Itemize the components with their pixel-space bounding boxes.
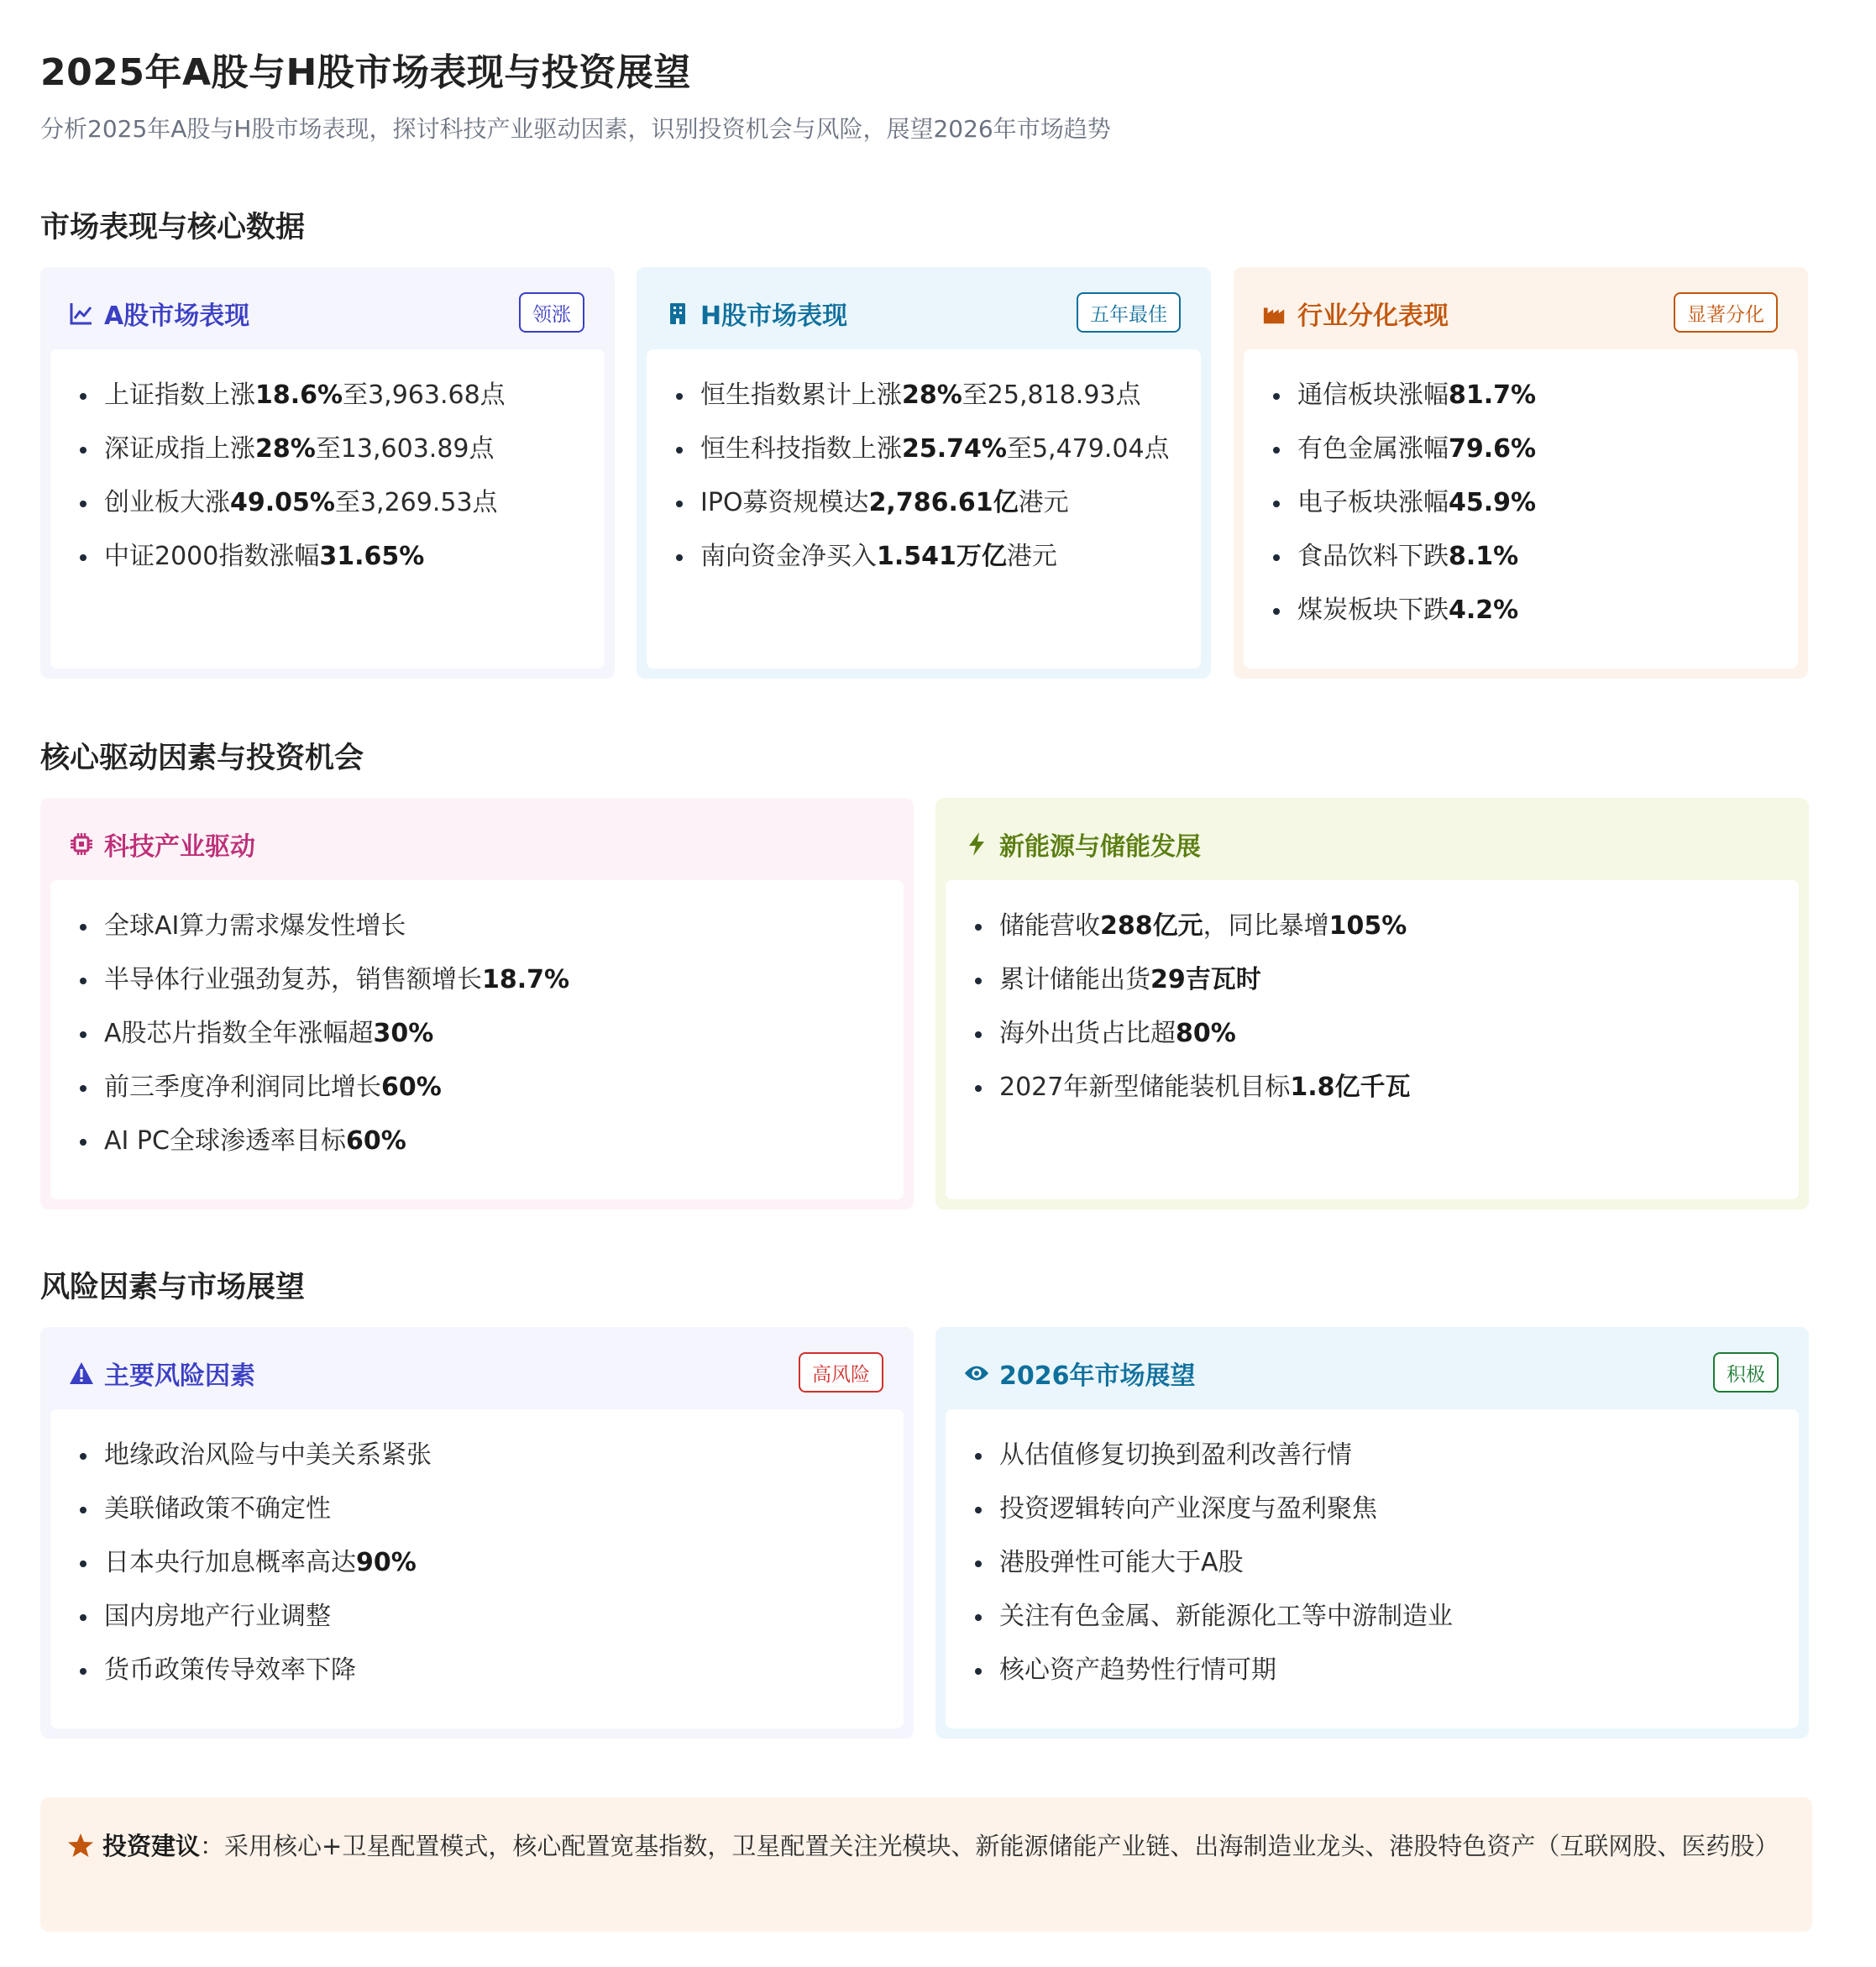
investment-advice xyxy=(40,1797,1812,1932)
item-list xyxy=(74,904,880,1172)
list-item xyxy=(74,534,581,588)
item-text: 有色金属涨幅 xyxy=(1297,434,1449,464)
highlight-value: 288亿元 xyxy=(1100,911,1203,941)
item-text: 港元 xyxy=(1006,542,1057,571)
card-body xyxy=(50,1409,904,1728)
section-title-drivers: 核心驱动因素与投资机会 xyxy=(40,742,364,775)
item-list xyxy=(670,373,1177,588)
list-item xyxy=(670,480,1177,534)
card-risks xyxy=(40,1327,914,1739)
highlight-value: 105% xyxy=(1328,911,1407,941)
item-text: IPO募资规模达 xyxy=(700,488,869,517)
item-text: ，同比暴增 xyxy=(1203,911,1329,941)
highlight-value: 29吉瓦时 xyxy=(1150,965,1261,994)
building-icon xyxy=(665,301,690,326)
line-chart-icon xyxy=(69,301,94,326)
highlight-value: 28% xyxy=(255,434,316,464)
section-title-market: 市场表现与核心数据 xyxy=(40,211,306,244)
list-item xyxy=(1267,373,1774,427)
item-text: 食品饮料下跌 xyxy=(1297,542,1449,571)
star-icon xyxy=(67,1833,94,1861)
card-title: 主要风险因素 xyxy=(104,1361,255,1391)
card-h-share xyxy=(637,267,1211,679)
industry-icon xyxy=(1262,301,1287,326)
card-industry xyxy=(1234,267,1808,679)
card-body xyxy=(50,349,605,669)
item-text: 恒生科技指数上涨 xyxy=(700,434,902,464)
advice-body: 采用核心+卫星配置模式，核心配置宽基指数，卫星配置关注光模块、新能源储能产业链、出海制造业龙头、港股特色资产（互联网股、医药股） xyxy=(224,1832,1779,1860)
card-header xyxy=(647,277,1201,349)
card-title: H股市场表现 xyxy=(700,302,848,331)
card-title: 科技产业驱动 xyxy=(104,832,255,862)
item-text: 创业板大涨 xyxy=(104,488,230,517)
item-text: 海外出货占比超 xyxy=(999,1019,1176,1048)
list-item xyxy=(670,373,1177,427)
list-item xyxy=(74,480,581,534)
card-body xyxy=(1244,349,1798,669)
item-text: 美联储政策不确定性 xyxy=(104,1494,331,1524)
highlight-value: 2,786.61亿 xyxy=(868,488,1019,517)
highlight-value: 80% xyxy=(1176,1019,1236,1048)
item-list xyxy=(969,1433,1775,1702)
highlight-value: 79.6% xyxy=(1449,434,1537,464)
item-list xyxy=(1267,373,1774,642)
list-item xyxy=(969,1540,1775,1594)
list-item xyxy=(74,1433,880,1487)
item-text: 2027年新型储能装机目标 xyxy=(999,1073,1291,1102)
item-text: 至5,479.04点 xyxy=(1006,434,1170,464)
section-title-risks: 风险因素与市场展望 xyxy=(40,1271,306,1304)
item-text: 中证2000指数涨幅 xyxy=(104,542,320,571)
item-text: AI PC全球渗透率目标 xyxy=(104,1126,346,1156)
item-text: 港股弹性可能大于A股 xyxy=(999,1548,1244,1577)
card-header xyxy=(50,808,904,880)
card-header xyxy=(50,277,605,349)
card-header xyxy=(946,1337,1799,1409)
highlight-value: 60% xyxy=(345,1126,406,1156)
card-tech xyxy=(40,798,914,1209)
item-text: 累计储能出货 xyxy=(999,965,1150,994)
status-badge: 领涨 xyxy=(519,292,584,333)
list-item xyxy=(969,1594,1775,1648)
page-subtitle: 分析2025年A股与H股市场表现，探讨科技产业驱动因素，识别投资机会与风险，展望2026年市场趋势 xyxy=(40,115,1111,143)
item-text: 至13,603.89点 xyxy=(315,434,495,464)
item-text: 地缘政治风险与中美关系紧张 xyxy=(104,1440,432,1470)
item-text: A股芯片指数全年涨幅超 xyxy=(104,1019,374,1048)
item-text: 上证指数上涨 xyxy=(104,380,255,410)
card-title: 新能源与储能发展 xyxy=(999,832,1201,862)
item-text: 日本央行加息概率高达 xyxy=(104,1548,356,1577)
list-item xyxy=(74,1011,880,1065)
item-text: 至25,818.93点 xyxy=(962,380,1141,410)
list-item xyxy=(74,373,581,427)
highlight-value: 49.05% xyxy=(230,488,335,517)
warning-icon xyxy=(69,1361,94,1386)
list-item xyxy=(969,1065,1775,1119)
highlight-value: 31.65% xyxy=(319,542,425,571)
list-item xyxy=(74,1540,880,1594)
card-energy xyxy=(935,798,1809,1209)
highlight-value: 1.8亿千瓦 xyxy=(1290,1073,1411,1102)
list-item xyxy=(74,1487,880,1540)
advice-text xyxy=(102,1828,1787,1865)
list-item xyxy=(74,1119,880,1172)
item-text: 煤炭板块下跌 xyxy=(1297,595,1449,625)
card-header xyxy=(1244,277,1798,349)
list-item xyxy=(1267,534,1774,588)
list-item xyxy=(969,1648,1775,1702)
item-text: 从估值修复切换到盈利改善行情 xyxy=(999,1440,1352,1470)
list-item xyxy=(74,957,880,1011)
item-text: 南向资金净买入 xyxy=(700,542,877,571)
list-item xyxy=(969,1433,1775,1487)
item-text: 前三季度净利润同比增长 xyxy=(104,1073,381,1102)
highlight-value: 18.6% xyxy=(255,380,343,410)
list-item xyxy=(1267,588,1774,642)
list-item xyxy=(74,1594,880,1648)
item-list xyxy=(74,373,581,588)
highlight-value: 18.7% xyxy=(482,965,570,994)
item-text: 恒生指数累计上涨 xyxy=(700,380,902,410)
item-text: 关注有色金属、新能源化工等中游制造业 xyxy=(999,1602,1453,1631)
bolt-icon xyxy=(964,831,989,857)
status-badge: 显著分化 xyxy=(1674,292,1778,333)
item-list xyxy=(74,1433,880,1702)
list-item xyxy=(969,1487,1775,1540)
highlight-value: 28% xyxy=(902,380,962,410)
list-item xyxy=(969,957,1775,1011)
advice-label: 投资建议 xyxy=(102,1832,201,1860)
highlight-value: 25.74% xyxy=(902,434,1007,464)
item-text: 核心资产趋势性行情可期 xyxy=(999,1655,1276,1685)
status-badge: 高风险 xyxy=(799,1352,883,1393)
item-text: 电子板块涨幅 xyxy=(1297,488,1449,517)
highlight-value: 30% xyxy=(373,1019,434,1048)
card-title: 行业分化表现 xyxy=(1297,302,1449,331)
item-list xyxy=(969,904,1775,1119)
list-item xyxy=(74,1065,880,1119)
card-header xyxy=(946,808,1799,880)
card-outlook xyxy=(935,1327,1809,1739)
list-item xyxy=(74,427,581,480)
highlight-value: 45.9% xyxy=(1449,488,1537,517)
page-title: 2025年A股与H股市场表现与投资展望 xyxy=(40,51,691,94)
highlight-value: 4.2% xyxy=(1449,595,1519,625)
highlight-value: 90% xyxy=(356,1548,417,1577)
status-badge: 五年最佳 xyxy=(1077,292,1181,333)
highlight-value: 8.1% xyxy=(1449,542,1519,571)
highlight-value: 60% xyxy=(381,1073,442,1102)
highlight-value: 81.7% xyxy=(1449,380,1537,410)
item-text: 深证成指上涨 xyxy=(104,434,255,464)
list-item xyxy=(1267,427,1774,480)
advice-separator: ： xyxy=(200,1832,225,1860)
list-item xyxy=(1267,480,1774,534)
item-text: 全球AI算力需求爆发性增长 xyxy=(104,911,406,941)
list-item xyxy=(969,1011,1775,1065)
chip-icon xyxy=(69,831,94,857)
card-body xyxy=(647,349,1201,669)
list-item xyxy=(74,904,880,957)
item-text: 国内房地产行业调整 xyxy=(104,1602,331,1631)
item-text: 至3,963.68点 xyxy=(343,380,506,410)
item-text: 储能营收 xyxy=(999,911,1100,941)
highlight-value: 1.541万亿 xyxy=(877,542,1007,571)
item-text: 货币政策传导效率下降 xyxy=(104,1655,356,1685)
eye-icon xyxy=(964,1361,989,1386)
item-text: 半导体行业强劲复苏，销售额增长 xyxy=(104,965,482,994)
item-text: 至3,269.53点 xyxy=(334,488,498,517)
card-a-share xyxy=(40,267,615,679)
list-item xyxy=(670,427,1177,480)
list-item xyxy=(969,904,1775,957)
card-header xyxy=(50,1337,904,1409)
card-body xyxy=(50,880,904,1199)
card-body xyxy=(946,1409,1799,1728)
card-title: A股市场表现 xyxy=(104,302,250,331)
status-badge: 积极 xyxy=(1713,1352,1779,1393)
card-body xyxy=(946,880,1799,1199)
item-text: 港元 xyxy=(1018,488,1069,517)
list-item xyxy=(74,1648,880,1702)
list-item xyxy=(670,534,1177,588)
item-text: 通信板块涨幅 xyxy=(1297,380,1449,410)
card-title: 2026年市场展望 xyxy=(999,1361,1196,1391)
item-text: 投资逻辑转向产业深度与盈利聚焦 xyxy=(999,1494,1377,1524)
